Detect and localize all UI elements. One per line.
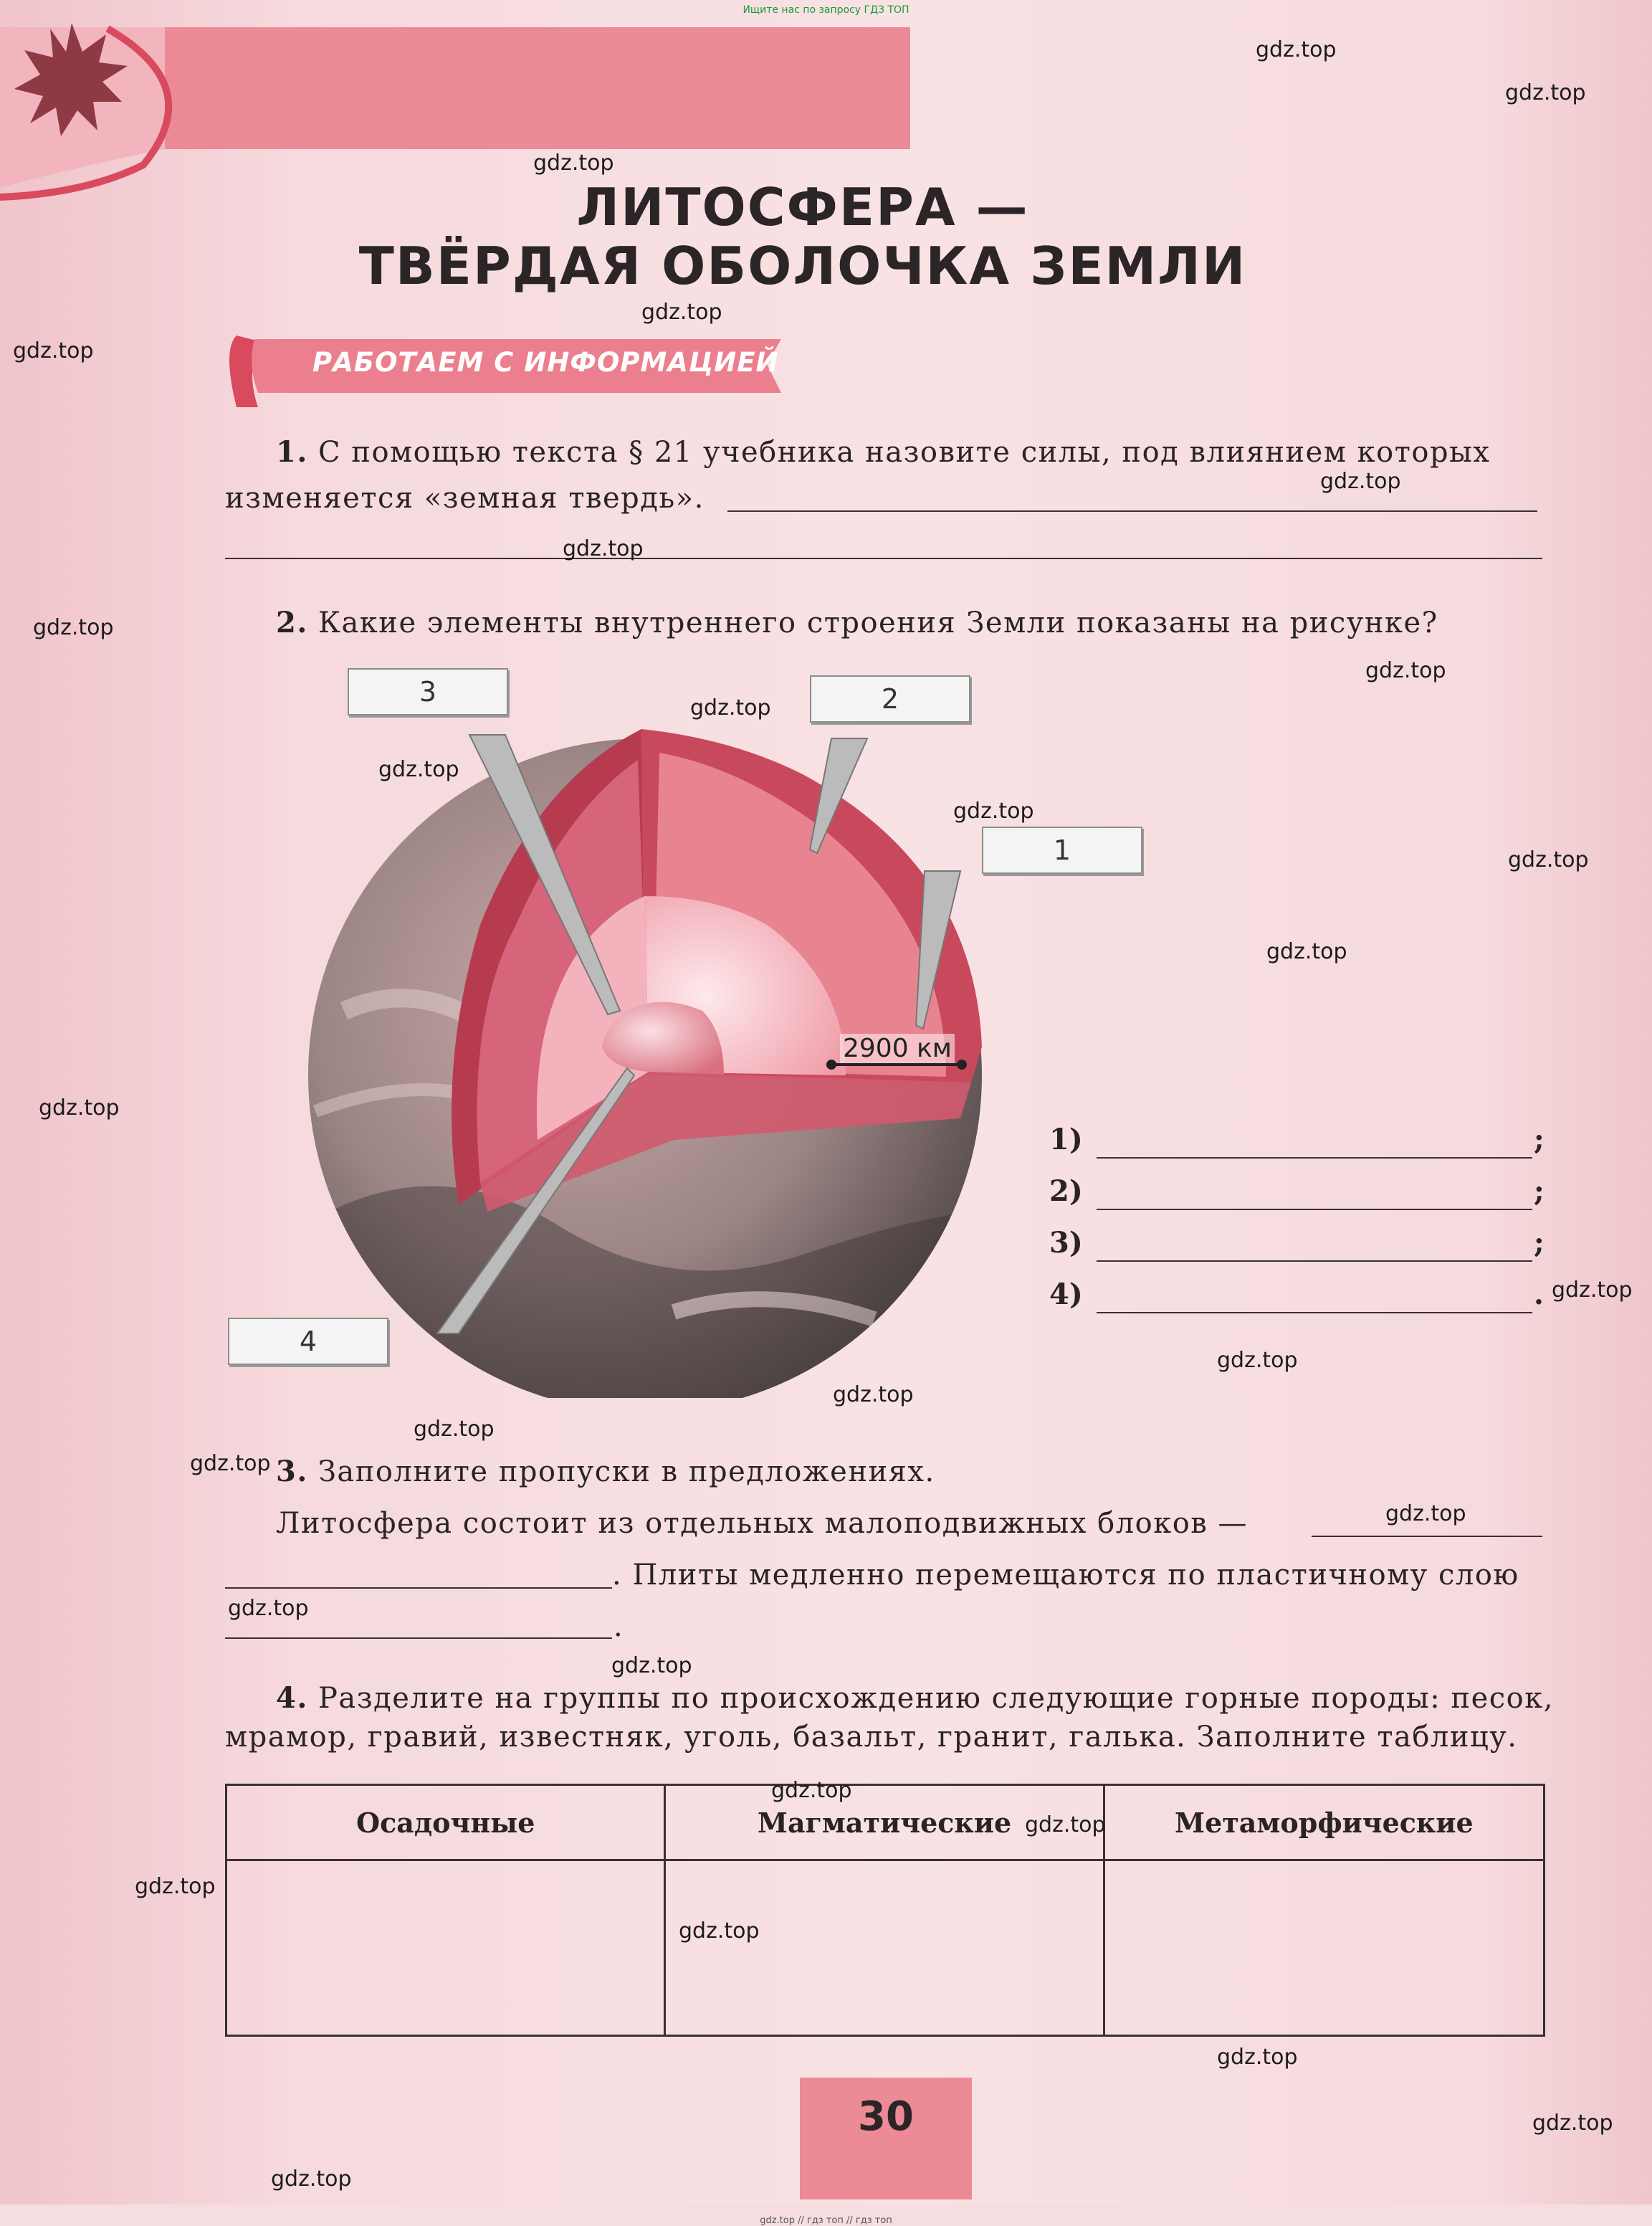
q3-sentence-1: Литосфера состоит из отдельных малоподвижных блоков — bbox=[276, 1507, 1248, 1540]
callout-4: 4 bbox=[228, 1318, 388, 1365]
header-sedimentary: Осадочные bbox=[226, 1785, 665, 1860]
page-number: 30 bbox=[858, 2093, 914, 2140]
answer-3-end: ; bbox=[1534, 1226, 1544, 1260]
callout-1: 1 bbox=[982, 827, 1142, 874]
callout-2: 2 bbox=[810, 675, 970, 723]
watermark: gdz.top bbox=[611, 1653, 692, 1678]
q1-answer-line-2[interactable] bbox=[225, 558, 1542, 559]
q3-number: 3. bbox=[276, 1455, 308, 1488]
answer-4-line[interactable] bbox=[1097, 1312, 1532, 1313]
answer-4-end: . bbox=[1534, 1278, 1544, 1311]
callout-3: 3 bbox=[348, 668, 508, 715]
header-igneous: Магматические bbox=[665, 1785, 1104, 1860]
watermark: gdz.top bbox=[378, 757, 459, 782]
watermark: gdz.top bbox=[641, 300, 722, 325]
q3-end: . bbox=[613, 1610, 624, 1643]
q4-text-2: мрамор, гравий, известняк, уголь, базальт, гранит, галька. Заполните таблицу. bbox=[225, 1721, 1518, 1754]
watermark: gdz.top bbox=[533, 151, 614, 176]
watermark: gdz.top bbox=[39, 1095, 120, 1121]
q2-number: 2. bbox=[276, 606, 308, 639]
answer-3-line[interactable] bbox=[1097, 1260, 1532, 1262]
watermark: gdz.top bbox=[1025, 1812, 1106, 1837]
answer-2-end: ; bbox=[1534, 1174, 1544, 1208]
watermark: gdz.top bbox=[228, 1596, 309, 1621]
rock-groups-table bbox=[225, 1784, 1545, 2037]
watermark: gdz.top bbox=[1508, 847, 1589, 872]
q1-answer-line-1[interactable] bbox=[727, 510, 1537, 512]
watermark: gdz.top bbox=[1217, 1348, 1298, 1373]
watermark: gdz.top bbox=[690, 695, 771, 720]
q4-number: 4. bbox=[276, 1681, 308, 1715]
answer-1-end: ; bbox=[1534, 1123, 1544, 1156]
watermark: gdz.top bbox=[1320, 469, 1401, 494]
watermark: gdz.top bbox=[414, 1417, 495, 1442]
table-header-row bbox=[226, 1785, 1544, 1860]
answer-1-label: 1) bbox=[1049, 1123, 1083, 1156]
bottom-links[interactable]: gdz.top // гдз топ // гдз топ bbox=[760, 2215, 892, 2226]
q2-line bbox=[276, 599, 1438, 647]
section-banner-label: РАБОТАЕМ С ИНФОРМАЦИЕЙ bbox=[312, 347, 779, 378]
answer-1-line[interactable] bbox=[1097, 1157, 1532, 1159]
search-hint: Ищите нас по запросу ГДЗ ТОП bbox=[743, 4, 909, 16]
q1-number: 1. bbox=[276, 435, 308, 469]
q1-text-2: изменяется «земная твердь». bbox=[225, 482, 705, 515]
watermark: gdz.top bbox=[135, 1874, 216, 1899]
watermark: gdz.top bbox=[13, 338, 94, 363]
table-row bbox=[226, 1860, 1544, 2036]
watermark: gdz.top bbox=[563, 536, 644, 561]
title-line-2: ТВЁРДАЯ ОБОЛОЧКА ЗЕМЛИ bbox=[358, 236, 1247, 296]
answer-2-label: 2) bbox=[1049, 1174, 1083, 1208]
q2-text: Какие элементы внутреннего строения Земли показаны на рисунке? bbox=[317, 607, 1438, 639]
header-metamorphic: Метаморфические bbox=[1104, 1785, 1544, 1860]
answer-4-label: 4) bbox=[1049, 1278, 1083, 1311]
watermark: gdz.top bbox=[271, 2166, 352, 2192]
cell-sedimentary[interactable] bbox=[226, 1860, 665, 2036]
watermark: gdz.top bbox=[833, 1382, 914, 1407]
q3-blank-3[interactable] bbox=[225, 1637, 612, 1639]
q1-text-1: С помощью текста § 21 учебника назовите силы, под влиянием которых bbox=[317, 436, 1491, 469]
page-title bbox=[308, 178, 1297, 295]
q3-line bbox=[276, 1448, 935, 1495]
distance-label: 2900 км bbox=[840, 1034, 955, 1063]
watermark: gdz.top bbox=[1266, 939, 1347, 964]
q1-line-1 bbox=[276, 429, 1490, 476]
watermark: gdz.top bbox=[1552, 1278, 1633, 1303]
cell-igneous[interactable] bbox=[665, 1860, 1104, 2036]
answer-2-line[interactable] bbox=[1097, 1209, 1532, 1210]
watermark: gdz.top bbox=[1385, 1501, 1466, 1526]
q3-text: Заполните пропуски в предложениях. bbox=[317, 1455, 935, 1488]
q3-blank-1[interactable] bbox=[1312, 1536, 1542, 1537]
cell-metamorphic[interactable] bbox=[1104, 1860, 1544, 2036]
watermark: gdz.top bbox=[1256, 37, 1337, 62]
watermark: gdz.top bbox=[771, 1778, 852, 1803]
watermark: gdz.top bbox=[190, 1451, 271, 1476]
watermark: gdz.top bbox=[1505, 80, 1586, 105]
watermark: gdz.top bbox=[953, 799, 1034, 824]
title-line-1: ЛИТОСФЕРА — bbox=[576, 177, 1029, 237]
watermark: gdz.top bbox=[679, 1918, 760, 1944]
watermark: gdz.top bbox=[33, 615, 114, 640]
watermark: gdz.top bbox=[1365, 658, 1446, 683]
watermark: gdz.top bbox=[1532, 2111, 1613, 2136]
answer-3-label: 3) bbox=[1049, 1226, 1083, 1260]
watermark: gdz.top bbox=[1217, 2045, 1298, 2070]
q3-sentence-2: . Плиты медленно перемещаются по пластичному слою bbox=[612, 1559, 1519, 1592]
header-pink-band bbox=[165, 27, 910, 149]
q3-blank-2[interactable] bbox=[225, 1587, 612, 1589]
q4-text-1: Разделите на группы по происхождению следующие горные породы: песок, bbox=[317, 1682, 1554, 1715]
